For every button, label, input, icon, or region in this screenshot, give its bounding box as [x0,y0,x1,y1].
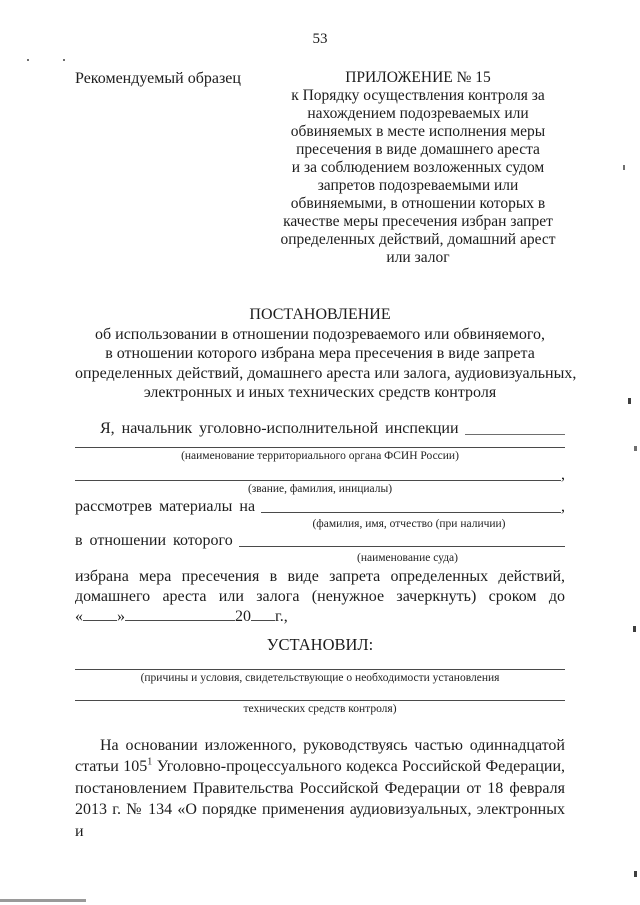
appendix-line: обвиняемых в месте исполнения меры [290,123,546,140]
title-line: электронных и иных технических средств контроля [143,384,497,401]
page-number: 53 [312,31,328,47]
scan-artifact [633,626,636,632]
appendix-line: или залог [386,249,450,266]
appendix-line: пресечения в виде домашнего ареста [296,141,540,158]
blank-field-inspection [465,419,565,435]
header-row [75,69,565,267]
resolved-heading: УСТАНОВИЛ: [266,634,374,654]
trailing-comma: , [561,497,565,515]
date-line [75,607,565,627]
blank-field-month [125,607,235,621]
closing-paragraph [75,735,565,843]
title-heading: ПОСТАНОВЛЕНИЕ [249,306,391,323]
blank-field-rank [75,475,561,481]
blank-field-person [261,497,561,513]
recommended-sample-label: Рекомендуемый образец [75,70,241,87]
trailing-comma: , [561,465,565,483]
appendix-line: запретов подозреваемыми или [317,177,519,194]
appendix-line: определенных действий, домашний арест [280,231,556,248]
scan-artifact [634,871,637,877]
open-quote: « [75,607,83,625]
closing-line2-part2: Уголовно-процессуального кодекса Российской Федерации, [156,758,566,775]
appendix-line: нахождением подозреваемых или [307,105,529,122]
title-line: в отношении которого избрана мера пресечения в виде запрета [105,345,535,362]
scan-artifact [628,398,631,404]
blank-field-day [83,607,117,621]
appendix-block [271,69,565,267]
blank-field-reasons-line-2 [75,700,565,701]
closing-line: 2013 г. № 134 «О порядке применения аудиовизуальных, электронных и [75,801,565,840]
year-prefix: 20 [235,607,251,625]
closing-line [75,756,565,778]
title-line: определенных действий, домашнего ареста или залога, аудиовизуальных, [75,364,577,382]
year-suffix: г., [275,607,288,625]
blank-field-org-line [75,447,565,448]
appendix-line: обвиняемыми, в отношении которых в [290,195,546,212]
scan-artifact [623,165,625,170]
blank-field-reasons-line-1 [75,669,565,670]
caption-person: (фамилия, имя, отчество (при наличии) [312,517,506,530]
opening-line [75,419,565,438]
blank-field-rank-line [75,465,565,483]
reviewed-text: рассмотрев материалы на [75,497,256,515]
measure-line-2: домашнего ареста или залога (ненужное зачеркнуть) сроком до [75,587,565,605]
regarding-text: в отношении которого [75,531,233,549]
blank-field-court [239,531,565,547]
document-title [75,305,577,403]
close-quote: » [117,607,125,625]
caption-rank: (звание, фамилия, инициалы) [247,482,393,495]
closing-line2-part1: статьи 105 [75,758,148,775]
scan-artifact [63,59,65,61]
scan-artifact [634,446,637,451]
caption-reasons-1: (причины и условия, свидетельствующие о необходимости установления [140,671,500,684]
regarding-line [75,531,565,550]
title-line: об использовании в отношении подозреваемого или обвиняемого, [95,325,545,343]
appendix-title: ПРИЛОЖЕНИЕ № 15 [345,69,491,86]
appendix-line: и за соблюдением возложенных судом [291,159,545,176]
scan-artifact [27,59,29,61]
article-superscript: 1 [147,756,153,768]
appendix-line: качестве меры пресечения избран запрет [283,213,553,230]
blank-field-year [251,607,275,621]
scan-artifact [0,899,86,902]
reviewed-line [75,497,565,516]
appendix-line: к Порядку осуществления контроля за [291,87,545,104]
caption-reasons-2: технических средств контроля) [243,702,397,715]
closing-line: постановлением Правительства Российской Федерации от 18 февраля [75,779,565,797]
caption-court: (наименование суда) [357,551,458,564]
opening-text: Я, начальник уголовно-исполнительной инспекции [100,419,459,437]
closing-line: На основании изложенного, руководствуясь частью одиннадцатой [100,736,565,754]
caption-org: (наименование территориального органа ФСИН России) [181,449,459,462]
measure-line-1: избрана мера пресечения в виде запрета определенных действий, [75,567,565,585]
